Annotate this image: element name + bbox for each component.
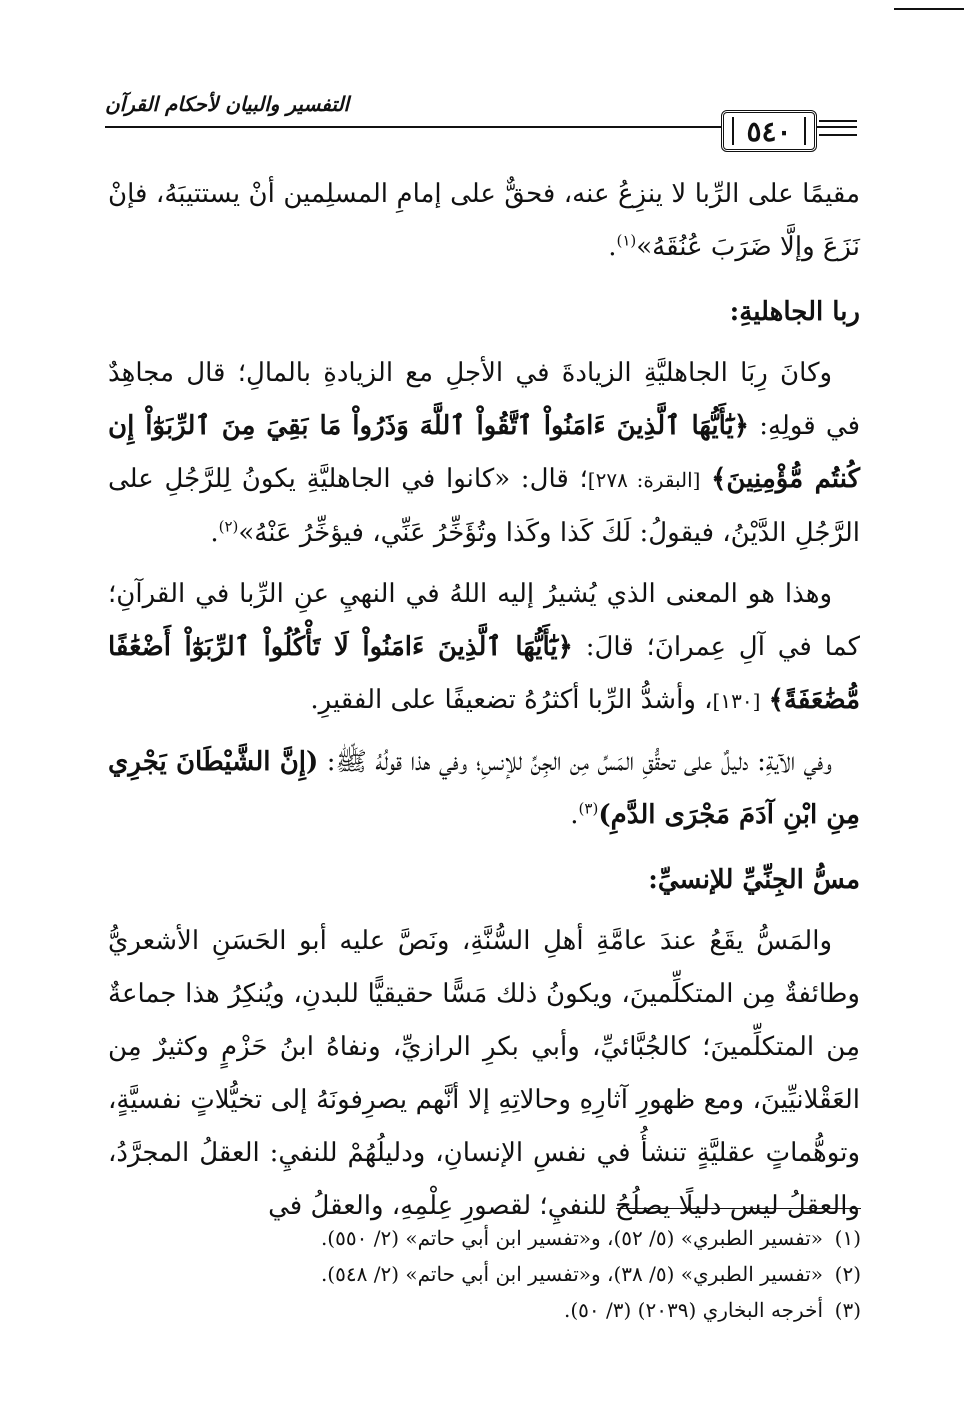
footnote-1 — [121, 1220, 861, 1256]
paragraph-end: . — [210, 518, 219, 548]
paragraph-2 — [108, 347, 860, 560]
paragraph-end: . — [570, 800, 579, 830]
paragraph-3 — [108, 568, 860, 728]
paragraph-text: مقيمًا على الرِّبا لا ينزِعُ عنه، فحقٌّ على إمامِ المسلِمين أنْ يستتيبَهُ، فإنْ نَزَعَ وإلَّا ضَرَبَ عُنُقَهُ» — [108, 179, 860, 262]
footnote-separator — [616, 1208, 861, 1209]
footnote-text: أخرجه البخاري (٢٠٣٩) (٣/ ٥٠). — [563, 1298, 823, 1322]
paragraph-text: وفي الآيةِ: دليلٌ على تحقُّقِ المَسِّ مِن الجِنِّ للإنسِ؛ وفي هذا قولُهُ ﷺ: — [326, 747, 832, 777]
footnote-number: (٣) — [834, 1298, 861, 1322]
paragraph-4 — [108, 736, 860, 842]
page-header — [105, 92, 857, 162]
quran-verse: ﴿يَٰٓأَيُّهَا ٱلَّذِينَ ءَامَنُواْ ٱتَّقُواْ ٱللَّهَ وَذَرُواْ مَا بَقِيَ مِنَ ٱلرِّبَوٰٓاْ إِن كُنتُم مُّؤْمِنِينَ﴾ — [108, 411, 860, 494]
section-heading-jinn-touch: مسُّ الجِنِّيِّ للإنسيِّ: — [648, 865, 860, 895]
paragraph-text: ، وأشدُّ الرِّبا أكثرُهُ تضعيفًا على الفقيرِ. — [310, 685, 713, 715]
quran-verse: ﴿يَٰٓأَيُّهَا ٱلَّذِينَ ءَامَنُواْ لَا تَأْكُلُواْ ٱلرِّبَوٰٓاْ أَضْعَٰفًا مُّضَٰعَفَةً﴾ — [108, 632, 860, 715]
hadith-quote: (إِنَّ الشَّيْطَانَ يَجْرِي مِنِ ابْنِ آدَمَ مَجْرَى الدَّمِ) — [108, 747, 860, 830]
paragraph-end: . — [608, 232, 617, 262]
paragraph-text: ؛ قال: «كانوا في الجاهليَّةِ يكونُ لِلرَّجُلِ على الرَّجُلِ الدَّيْنُ، فيقولُ: لَكَ كَذا وكَذا وتُؤَخِّرُ عَنِّي، فيؤخِّرُ عَنْهُ» — [108, 464, 860, 548]
top-corner-line — [894, 8, 964, 10]
running-title: التفسير والبيان لأحكام القرآن — [105, 92, 350, 116]
main-text — [108, 168, 860, 1233]
footnote-number: (١) — [834, 1226, 861, 1250]
footnote-3 — [121, 1292, 861, 1328]
paragraph-1 — [108, 168, 860, 274]
paragraph-text: وهذا هو المعنى الذي يُشيرُ إليه اللهُ في النهيِ عنِ الرِّبا في القرآنِ؛ كما في آلِ عِمرانَ؛ قالَ: — [108, 579, 861, 662]
footnote-marker: (١) — [616, 231, 637, 250]
page-number-text: ٥٤٠ — [746, 114, 792, 148]
footnote-text: «تفسير الطبري» (٥/ ٣٨)، و«تفسير ابن أبي حاتم» (٢/ ٥٤٨). — [320, 1262, 823, 1286]
verse-reference: [البقرة: ٢٧٨] — [587, 468, 701, 492]
section-heading-jahiliyya-riba: ربا الجاهليةِ: — [729, 297, 860, 327]
footnote-marker: (٢) — [218, 517, 239, 536]
verse-reference: [١٣٠] — [712, 689, 761, 713]
footnote-number: (٢) — [834, 1262, 861, 1286]
paragraph-text: وكانَ رِبَا الجاهليَّةِ الزيادةَ في الأجلِ مع الزيادةِ بالمالِ؛ قال مجاهِدٌ في قولِهِ: — [108, 358, 860, 441]
paragraph-5: والمَسُّ يقَعُ عندَ عامَّةِ أهلِ السُّنَّةِ، ونَصَّ عليه أبو الحَسَنِ الأشعريُّ وطائفةٌ مِن المتكلِّمينَ، ويكونُ ذلك مَسًّا حقيقيًّا للبدنِ، ويُنكِرُ هذا جماعةٌ مِن المتكلِّمينَ؛ كالجُبَّائيِّ، وأبي بكرِ الرازيِّ، ونفاهُ ابنُ حَزْمٍ وكثيرٌ مِن العَقْلانيِّينَ، ومع ظهورِ آثارِهِ وحالاتِهِ إلا أنَّهم يصرِفونَهُ إلى تخيُّلاتٍ نفسيَّةٍ، وتوهُّماتٍ عقليَّةٍ تنشأُ في نفسِ الإنسانِ، ودليلُهُمْ للنفيِ: العقلُ المجرَّدُ، والعقلُ ليس دليلًا يصلُحُ للنفيِ؛ لقصورِ عِلْمِهِ، والعقلُ في — [108, 926, 860, 1221]
footnote-2 — [121, 1256, 861, 1292]
page-number — [721, 110, 817, 152]
footnotes — [121, 1220, 861, 1328]
footnote-marker: (٣) — [578, 799, 599, 818]
footnote-text: «تفسير الطبري» (٥/ ٥٢)، و«تفسير ابن أبي حاتم» (٢/ ٥٥٠). — [320, 1226, 823, 1250]
header-ornament-lines — [819, 120, 857, 136]
